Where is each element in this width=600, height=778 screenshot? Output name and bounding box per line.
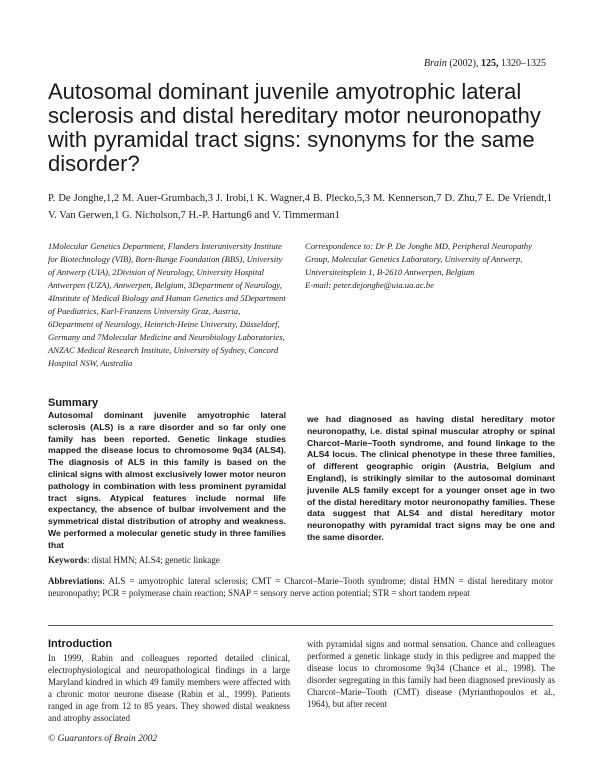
abbreviations-block	[48, 575, 553, 599]
introduction-column-left: In 1999, Rabin and colleagues reported detailed clinical, electrophysiological and neuropathological findings in a large Maryland kindred in which 49 family members were affected with a chronic motor neurone disease (Rabin et al., 1999). Patients ranged in age from 12 to 85 years. They showed distal weakness and atrophy associated	[48, 653, 290, 723]
abbreviations-label: Abbreviations	[48, 576, 103, 586]
journal-volume: 125,	[481, 58, 499, 69]
keywords-text: : distal HMN; ALS4; genetic linkage	[87, 555, 220, 565]
journal-reference	[424, 58, 546, 69]
journal-year: (2002),	[449, 58, 479, 69]
introduction-column-right: with pyramidal signs and normal sensation. Chance and colleagues performed a genetic linkage study in this pedigree and mapped the disease locus to chromosome 9q34 (Chance et al., 1998). The disorder segregating in this family had been diagnosed previously as Charcot–Marie–Tooth (CMT) disease (Myrianthopoulos et al., 1964), but after recent	[307, 639, 555, 709]
keywords-label: Keywords	[48, 555, 87, 565]
journal-name: Brain	[424, 58, 447, 69]
summary-column-left: Autosomal dominant juvenile amyotrophic lateral sclerosis (ALS) is a rare disorder and so far only one family has been reported. Genetic linkage studies mapped the disease locus to chromosome 9q34 (ALS4). The diagnosis of ALS in this family is based on the clinical signs with almost exclusively lower motor neuron pathology in combination with less prominent pyramidal tract signs. Atypical features include normal life expectancy, the absence of bulbar involvement and the symmetrical distal distribution of atrophy and weakness. We performed a molecular genetic study in three families that	[48, 410, 286, 550]
affiliations: 1Molecular Genetics Department, Flanders Interuniversity Institute for Biotechnology (VIB), Born-Bunge Foundation (BBS), University of Antwerp (UIA), 2Division of Neurology, University Hospital Antwerpen (UZA), Antwerpen, Belgium, 3Department of Neurology, 4Institute of Medical Biology and Human Genetics and 5Department of Paediatrics, Karl-Franzens University Graz, Austria, 6Department of Neurology, Heinrich-Heine University, Düsseldorf, Germany and 7Molecular Medicine and Neurobiology Laboratories, ANZAC Medical Research Institute, University of Sydney, Concord Hospital NSW, Australia	[48, 241, 286, 368]
summary-heading: Summary	[48, 397, 99, 409]
summary-column-right: we had diagnosed as having distal hereditary motor neuronopathy, i.e. distal spinal muscular atrophy or spinal Charcot–Marie–Tooth syndrome, and found linkage to the ALS4 locus. The clinical phenotype in these three families, of different geographic origin (Austria, Belgium and England), is strikingly similar to the autosomal dominant juvenile ALS family except for a younger onset age in two of the distal hereditary motor neuronopathy families. These data suggest that ALS4 and distal hereditary motor neuronopathy with pyramidal tract signs may be one and the same disorder.	[307, 414, 555, 542]
correspondence-block	[305, 240, 555, 292]
abbreviations-text: : ALS = amyotrophic lateral sclerosis; CMT = Charcot–Marie–Tooth syndrome; distal HMN = distal hereditary motor neuronopathy; PCR = polymerase chain reaction; SNAP = sensory nerve action potential; STR = short tandem repeat	[48, 576, 553, 598]
author-list: P. De Jonghe,1,2 M. Auer-Grumbach,3 J. Irobi,1 K. Wagner,4 B. Plecko,5,3 M. Kennerson,7 D. Zhu,7 E. De Vriendt,1 V. Van Gerwen,1 G. Nicholson,7 H.-P. Hartung6 and V. Timmerman1	[48, 193, 552, 221]
section-divider	[48, 625, 553, 626]
correspondence-address: Correspondence to: Dr P. De Jonghe MD, Peripheral Neuropathy Group, Molecular Genetics Laboratory, University of Antwerp, Universiteitsplein 1, B-2610 Antwerpen, Belgium	[305, 241, 532, 277]
introduction-heading: Introduction	[48, 638, 113, 650]
copyright-notice: © Guarantors of Brain 2002	[48, 734, 158, 744]
journal-pages: 1320–1325	[501, 58, 546, 69]
correspondence-email: E-mail: peter.dejonghe@uia.ua.ac.be	[305, 280, 434, 290]
keywords-line	[48, 555, 220, 565]
article-title: Autosomal dominant juvenile amyotrophic lateral sclerosis and distal hereditary motor neuronopathy with pyramidal tract signs: synonyms for the same disorder?	[48, 79, 541, 176]
